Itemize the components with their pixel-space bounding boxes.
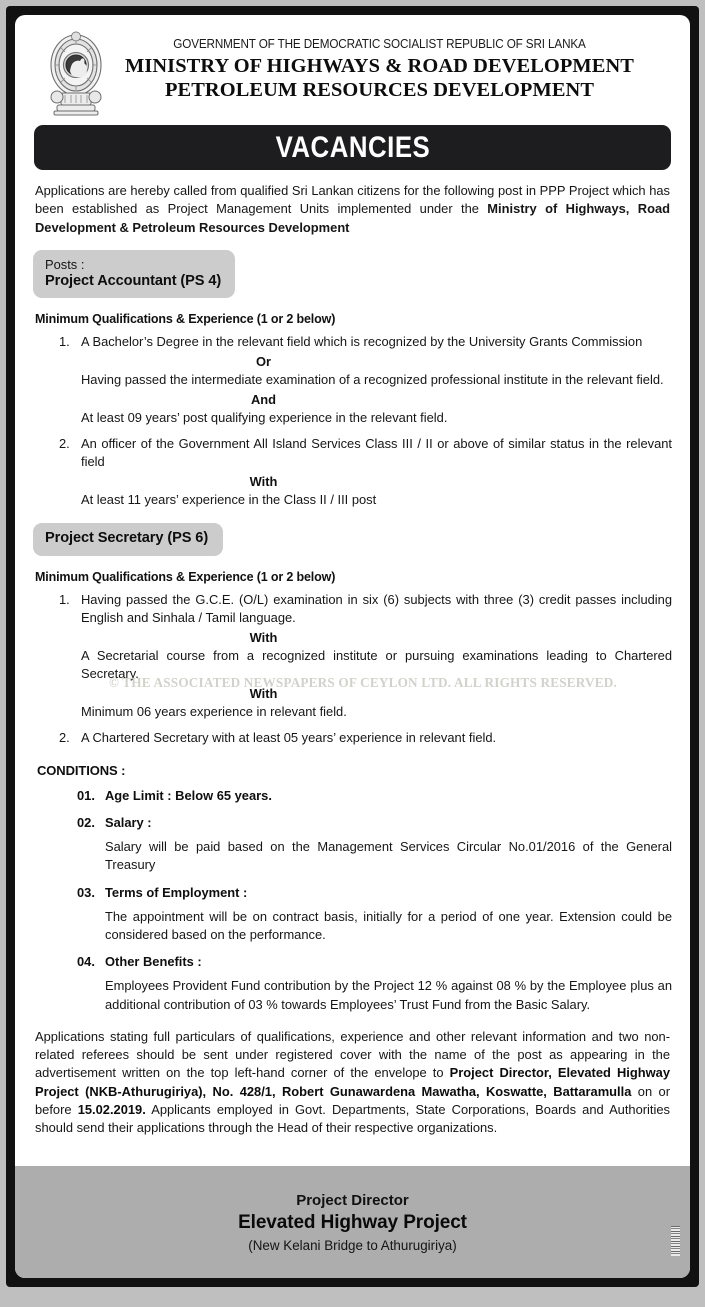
condition-row: [33, 953, 672, 971]
closing-part3: Applicants employed in Govt. Departments, State Corporations, Boards and Authorities should send their applications through the Head of their respective organizations.: [35, 1102, 670, 1136]
document-header: [33, 27, 672, 117]
alternative-qualification-text: Having passed the intermediate examination of a recognized professional institute in the relevant field.: [81, 372, 664, 388]
minimum-years-text: Minimum 06 years experience in relevant field.: [81, 704, 347, 720]
connector-with-1: With: [249, 473, 278, 489]
qual-item-1-number: 1.: [59, 333, 70, 349]
connector-with-2a: With: [249, 630, 278, 646]
closing-address-bold: Project Director, Elevated Highway Project (NKB-Athurugiriya), No. 428/1, Robert Gunawardena Mawatha, Koswatte, Battaramulla: [35, 1065, 670, 1099]
post-title-secretary: Project Secretary (PS 6): [45, 530, 209, 547]
footer-designation: Project Director: [296, 1191, 409, 1209]
qual2-item-2-text: A Chartered Secretary with at least 05 years’ experience in relevant field.: [81, 729, 497, 745]
qualifications-subhead-1: Minimum Qualifications & Experience (1 or 2 below): [35, 311, 336, 326]
footer-band: [15, 1166, 690, 1278]
experience-requirement-text: At least 09 years’ post qualifying experience in the relevant field.: [81, 410, 448, 426]
closing-part1: Applications stating full particulars of qualifications, experience and other relevant information and two non-related referees should be sent under registered cover with the name of the post as appearing in the advertisement written on the top left-hand corner of the envelope to: [35, 1028, 670, 1081]
connector-and: And: [250, 392, 277, 408]
condition-number: 02.: [77, 815, 95, 831]
secretarial-course-text: A Secretarial course from a recognized institute or pursuing examinations leading to Chartered Secretary.: [81, 648, 672, 682]
condition-row: [33, 787, 672, 805]
posts-label: Posts :: [45, 256, 85, 272]
qual2-item-2-number: 2.: [59, 729, 70, 745]
barcode-artifact: [671, 1226, 680, 1256]
closing-paragraph: [33, 1028, 672, 1138]
qual2-item-1-text: Having passed the G.C.E. (O/L) examination in six (6) subjects with three (3) credit passes including English and Sinhala / Tamil language.: [81, 591, 672, 625]
qual-item-1: [33, 333, 672, 351]
item-2-experience-text: At least 11 years’ experience in the Class II / III post: [81, 491, 377, 507]
black-border-frame: [6, 6, 699, 1287]
intro-paragraph: [33, 182, 672, 237]
content-area: [15, 15, 690, 1278]
connector-or: Or: [255, 354, 272, 370]
post-title-accountant: Project Accountant (PS 4): [45, 273, 222, 290]
qualifications-subhead-2: Minimum Qualifications & Experience (1 or 2 below): [35, 569, 336, 584]
qual2-item-2: [33, 729, 672, 747]
government-line: GOVERNMENT OF THE DEMOCRATIC SOCIALIST REPUBLIC OF SRI LANKA: [173, 37, 586, 51]
intro-text: Applications are hereby called from qualified Sri Lankan citizens for the following post in PPP Project which has been established as Project Management Units implemented under the: [35, 183, 670, 217]
header-titles: [113, 29, 672, 102]
condition-label: Other Benefits :: [105, 954, 202, 970]
qualifications-list-2: [33, 591, 672, 627]
qual-item-2: [33, 435, 672, 471]
post-badge-project-accountant: [33, 250, 235, 298]
condition-label: Age Limit : Below 65 years.: [105, 787, 272, 803]
condition-body: Salary will be paid based on the Management Services Circular No.01/2016 of the General Treasury: [105, 839, 672, 873]
vacancies-title: VACANCIES: [275, 130, 430, 164]
condition-number: 04.: [77, 954, 95, 970]
condition-number: 03.: [77, 884, 95, 900]
qualifications-list-2b: [33, 729, 672, 747]
ministry-line-1: MINISTRY OF HIGHWAYS & ROAD DEVELOPMENT: [124, 55, 635, 77]
qualifications-list-1b: [33, 435, 672, 471]
condition-body: Employees Provident Fund contribution by the Project 12 % against 08 % by the Employee plus an additional contribution of 03 % towards Employees’ Trust Fund from the Basic Salary.: [105, 978, 672, 1012]
ministry-line-2: PETROLEUM RESOURCES DEVELOPMENT: [164, 79, 595, 101]
conditions-title: CONDITIONS :: [37, 762, 126, 778]
condition-label: Terms of Employment :: [105, 884, 248, 900]
condition-row: [33, 814, 672, 832]
footer-project-name: Elevated Highway Project: [238, 1211, 467, 1233]
condition-label: Salary :: [105, 815, 152, 831]
intro-ministry-bold: Ministry of Highways, Road Development & Petroleum Resources Development: [35, 201, 670, 235]
footer-project-scope: (New Kelani Bridge to Athurugiriya): [248, 1237, 457, 1253]
copyright-watermark: © THE ASSOCIATED NEWSPAPERS OF CEYLON LTD. ALL RIGHTS RESERVED.: [109, 675, 617, 690]
closing-deadline-date: 15.02.2019.: [77, 1102, 146, 1118]
condition-number: 01.: [77, 787, 95, 803]
qual-item-2-number: 2.: [59, 435, 70, 451]
sri-lanka-national-emblem-icon: [45, 31, 107, 117]
condition-row: [33, 884, 672, 902]
condition-body: The appointment will be on contract basis, initially for a period of one year. Extension could be considered based on the performance.: [105, 908, 672, 943]
qual-item-1-text: A Bachelor’s Degree in the relevant field which is recognized by the University Grants Commission: [81, 333, 643, 349]
vacancies-banner: [34, 125, 671, 170]
closing-part2: on or before: [35, 1083, 670, 1118]
qual-item-2-text: An officer of the Government All Island Services Class III / II or above of similar status in the relevant field: [81, 435, 672, 469]
post-badge-project-secretary: [33, 523, 223, 556]
qual2-item-1-number: 1.: [59, 591, 70, 607]
qualifications-list-1: [33, 333, 672, 351]
white-sheet: [15, 15, 690, 1278]
qual2-item-1: [33, 591, 672, 627]
connector-with-2b: With: [249, 686, 278, 702]
